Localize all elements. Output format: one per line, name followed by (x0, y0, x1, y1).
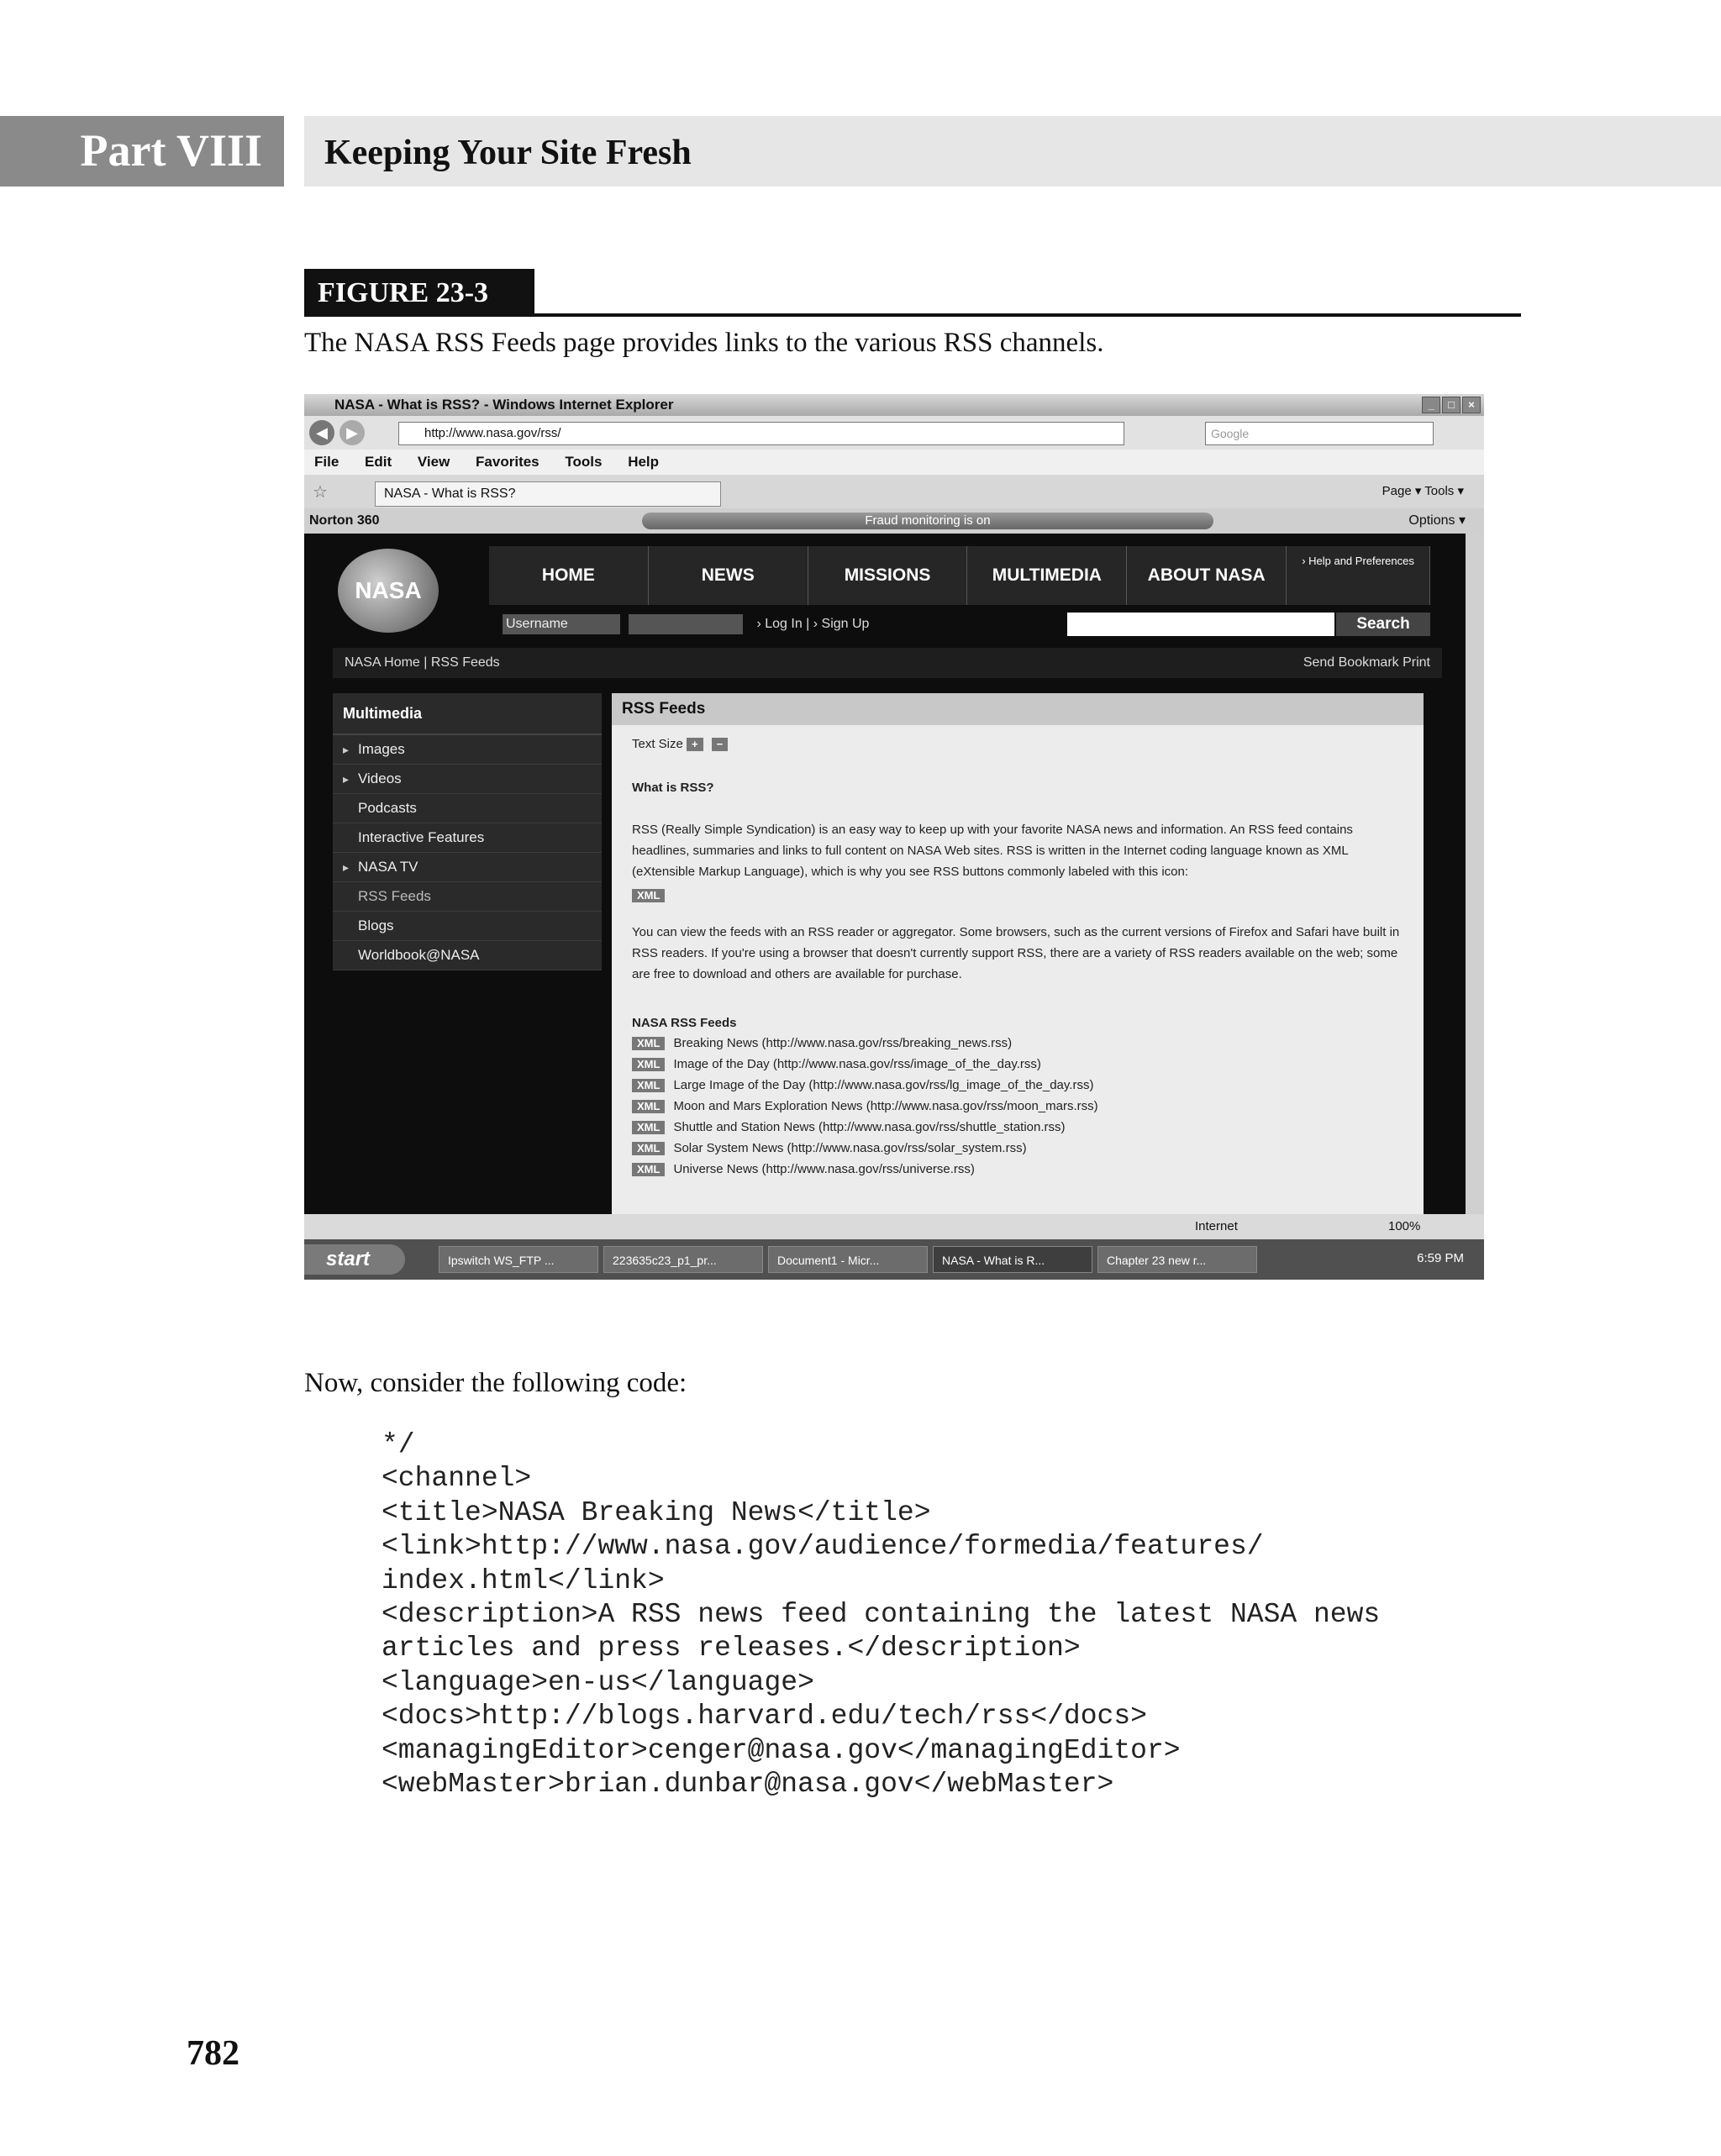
part-label-box (0, 116, 284, 187)
help-link[interactable]: › Help and Preferences (1287, 546, 1430, 605)
left-nav (333, 693, 602, 970)
vertical-scrollbar[interactable] (1466, 534, 1484, 1214)
nasa-top-nav (489, 546, 1430, 605)
ie-status-bar (304, 1214, 1484, 1239)
xml-badge: XML (632, 1037, 665, 1050)
left-nav-rss[interactable]: RSS Feeds (333, 882, 602, 912)
feed-item[interactable] (632, 1159, 1405, 1180)
code-line: <webMaster>brian.dunbar@nasa.gov</webMaster> (382, 1769, 1114, 1801)
nasa-logo[interactable]: NASA (338, 549, 439, 633)
feed-link[interactable]: Moon and Mars Exploration News (http://www.nasa.gov/rss/moon_mars.rss) (673, 1099, 1098, 1113)
feed-link[interactable]: Image of the Day (http://www.nasa.gov/rss/image_of_the_day.rss) (673, 1057, 1041, 1071)
code-line: <channel> (382, 1463, 532, 1495)
ie-search-placeholder: Google (1211, 427, 1250, 440)
chapter-title-box (304, 116, 1721, 187)
login-links[interactable]: › Log In | › Sign Up (756, 617, 870, 631)
favorites-star-icon[interactable]: ☆ (313, 483, 328, 502)
figure-caption: The NASA RSS Feeds page provides links to the various RSS channels. (304, 328, 1104, 358)
code-line: <language>en-us</language> (382, 1666, 814, 1698)
left-nav-head: Multimedia (333, 693, 602, 735)
window-controls (1422, 397, 1481, 413)
password-field[interactable] (629, 614, 743, 634)
intro-text: Now, consider the following code: (304, 1368, 687, 1398)
taskbar-clock: 6:59 PM (1417, 1251, 1464, 1265)
code-block (382, 1428, 1380, 1801)
address-row (304, 416, 1484, 450)
code-line: <managingEditor>cenger@nasa.gov</managingEditor> (382, 1734, 1181, 1766)
page-number: 782 (187, 2034, 239, 2073)
site-search-input[interactable] (1067, 613, 1334, 636)
xml-badge: XML (632, 1163, 665, 1176)
nav-about[interactable]: ABOUT NASA (1127, 546, 1287, 605)
rss-content (612, 693, 1424, 1214)
text-size-label: Text Size (632, 737, 683, 751)
feed-link[interactable]: Universe News (http://www.nasa.gov/rss/universe.rss) (673, 1162, 975, 1176)
feed-list (632, 1033, 1405, 1180)
nasa-site (304, 534, 1466, 1214)
address-bar[interactable] (398, 422, 1124, 445)
status-zone: Internet (1195, 1219, 1238, 1233)
nav-news[interactable]: NEWS (649, 546, 808, 605)
text-minus-icon[interactable]: − (712, 738, 729, 751)
code-line: */ (382, 1429, 415, 1460)
left-nav-images[interactable]: ▸ Images (333, 735, 602, 765)
site-search-button[interactable]: Search (1336, 613, 1430, 636)
what-heading: What is RSS? (632, 781, 714, 795)
para-one: RSS (Really Simple Syndication) is an easy way to keep up with your favorite NASA news and information. An RSS feed contains headlines, summaries and links to full content on NASA Web sites. RSS is written in the Internet coding language known as XML (eXtensible Markup Language), which is why you see RSS buttons commonly labeled with this icon: (632, 823, 1353, 879)
nav-home[interactable]: HOME (489, 546, 649, 605)
fraud-text: Fraud monitoring is on (865, 513, 991, 528)
code-line: index.html</link> (382, 1564, 665, 1596)
tab-row (304, 475, 1484, 508)
feed-item[interactable] (632, 1033, 1405, 1054)
feeds-heading: NASA RSS Feeds (632, 1016, 737, 1030)
feed-item[interactable] (632, 1054, 1405, 1075)
ie-search-box[interactable] (1205, 422, 1434, 445)
xml-badge: XML (632, 1079, 665, 1092)
page-actions[interactable]: Send Bookmark Print (1303, 655, 1430, 670)
menu-help[interactable]: Help (628, 454, 660, 470)
close-icon[interactable]: × (1462, 397, 1481, 413)
feed-item[interactable] (632, 1117, 1405, 1138)
menu-view[interactable]: View (417, 454, 450, 470)
breadcrumb[interactable]: NASA Home | RSS Feeds (345, 655, 500, 670)
code-line: <description>A RSS news feed containing the latest NASA news (382, 1599, 1381, 1631)
content-title: RSS Feeds (612, 693, 1424, 725)
command-bar[interactable]: Page ▾ Tools ▾ (1382, 484, 1464, 498)
left-nav-worldbook[interactable]: Worldbook@NASA (333, 941, 602, 970)
menu-edit[interactable]: Edit (365, 454, 392, 470)
feed-item[interactable] (632, 1075, 1405, 1096)
login-area (503, 614, 869, 634)
code-line: articles and press releases.</description> (382, 1633, 1081, 1664)
norton-label: Norton 360 (309, 513, 380, 528)
code-line: <docs>http://blogs.harvard.edu/tech/rss</docs> (382, 1701, 1147, 1733)
tab-label: NASA - What is RSS? (384, 486, 516, 501)
windows-taskbar (304, 1239, 1484, 1280)
menu-tools[interactable]: Tools (565, 454, 603, 470)
xml-badge: XML (632, 1121, 665, 1134)
minimize-icon[interactable]: _ (1422, 397, 1440, 413)
start-button[interactable]: start (304, 1244, 405, 1275)
xml-badge: XML (632, 1142, 665, 1155)
browser-screenshot (304, 394, 1484, 1280)
ie-title-bar (304, 394, 1484, 416)
text-size-row (632, 734, 1405, 755)
left-nav-podcasts[interactable]: Podcasts (333, 794, 602, 823)
ie-menu-bar (304, 450, 1484, 475)
nav-multimedia[interactable]: MULTIMEDIA (967, 546, 1127, 605)
ie-window-title: NASA - What is RSS? - Windows Internet Explorer (334, 397, 674, 413)
feed-link[interactable]: Shuttle and Station News (http://www.nasa.gov/rss/shuttle_station.rss) (673, 1120, 1066, 1134)
username-field[interactable]: Username (503, 614, 620, 634)
maximize-icon[interactable]: □ (1442, 397, 1460, 413)
status-zoom[interactable]: 100% (1388, 1219, 1421, 1233)
task-button[interactable]: Document1 - Micr... (768, 1246, 928, 1273)
code-line: <title>NASA Breaking News</title> (382, 1496, 931, 1528)
nav-missions[interactable]: MISSIONS (808, 546, 968, 605)
xml-badge: XML (632, 889, 665, 902)
norton-toolbar (304, 508, 1484, 534)
browser-tab[interactable] (375, 481, 721, 507)
feed-link[interactable]: Breaking News (http://www.nasa.gov/rss/breaking_news.rss) (673, 1036, 1013, 1050)
xml-badge: XML (632, 1100, 665, 1113)
breadcrumb-bar (333, 648, 1442, 678)
feed-item[interactable] (632, 1096, 1405, 1117)
figure-label: FIGURE 23-3 (304, 269, 534, 316)
part-label: Part VIII (80, 125, 262, 176)
menu-favorites[interactable]: Favorites (476, 454, 539, 470)
feed-item[interactable] (632, 1138, 1405, 1159)
feed-link[interactable]: Solar System News (http://www.nasa.gov/rss/solar_system.rss) (673, 1141, 1027, 1155)
norton-options[interactable]: Options ▾ (1408, 513, 1466, 528)
task-button[interactable]: 223635c23_p1_pr... (603, 1246, 763, 1273)
para-two: You can view the feeds with an RSS reader or aggregator. Some browsers, such as the current versions of Firefox and Safari have built in RSS readers. If you're using a browser that doesn't currently support RSS, there are a variety of RSS readers available on the web; some are free to download and others are available for purchase. (632, 925, 1400, 981)
task-button-active[interactable]: NASA - What is R... (933, 1246, 1092, 1273)
task-button[interactable]: Ipswitch WS_FTP ... (439, 1246, 598, 1273)
code-line: <link>http://www.nasa.gov/audience/formedia/features/ (382, 1531, 1264, 1563)
left-nav-interactive[interactable]: Interactive Features (333, 823, 602, 853)
left-nav-videos[interactable]: ▸ Videos (333, 765, 602, 794)
forward-icon[interactable]: ▶ (339, 420, 365, 445)
chapter-title: Keeping Your Site Fresh (324, 134, 692, 172)
left-nav-nasatv[interactable]: ▸ NASA TV (333, 853, 602, 882)
back-icon[interactable]: ◀ (309, 420, 334, 445)
text-plus-icon[interactable]: + (687, 738, 703, 751)
task-button[interactable]: Chapter 23 new r... (1097, 1246, 1257, 1273)
address-url: http://www.nasa.gov/rss/ (424, 426, 561, 440)
fraud-monitor-bar[interactable] (642, 513, 1213, 529)
feed-link[interactable]: Large Image of the Day (http://www.nasa.gov/rss/lg_image_of_the_day.rss) (673, 1078, 1094, 1092)
left-nav-blogs[interactable]: Blogs (333, 912, 602, 941)
menu-file[interactable]: File (314, 454, 339, 470)
xml-badge: XML (632, 1058, 665, 1071)
